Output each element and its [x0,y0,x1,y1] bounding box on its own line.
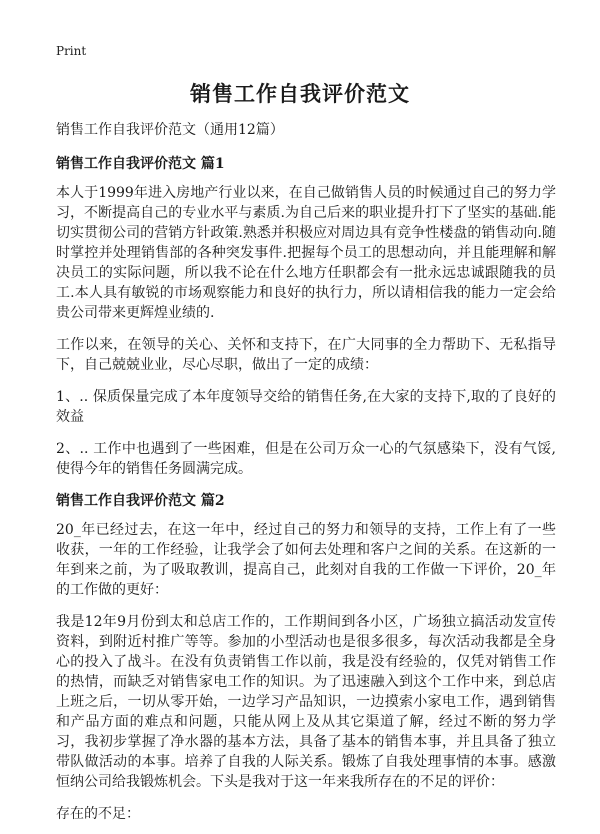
print-label: Print [56,44,87,58]
section-1 [56,154,556,479]
document-body [56,120,556,834]
section-heading: 销售工作自我评价范文 篇1 [56,156,225,172]
document-subtitle: 销售工作自我评价范文（通用12篇） [56,122,284,138]
document-title: 销售工作自我评价范文 [190,81,410,106]
section-2 [56,491,556,824]
paragraph: 存在的不足： [56,806,140,822]
section-heading: 销售工作自我评价范文 篇2 [56,493,225,509]
paragraph: 工作以来，在领导的关心、关怀和支持下，在广大同事的全力帮助下、无私指导下，自己兢兢业业，尽心尽职，做出了一定的成绩： [56,337,556,373]
list-item: 1、.. 保质保量完成了本年度领导交给的销售任务,在大家的支持下,取的了良好的效益 [56,389,556,425]
paragraph: 本人于1999年进入房地产行业以来，在自己做销售人员的时候通过自己的努力学习，不断提高自己的专业水平与素质.为自己后来的职业提升打下了坚实的基础.能切实贯彻公司的营销方针政策.熟悉并积极应对周边具有竞争性楼盘的销售动向.随时掌控并处理销售部的各种突发事件.把握每个员工的思想动向，并且能理解和解决员工的实际问题，所以我不论在什么地方任职都会有一批永远忠诚跟随我的员工.本人具有敏锐的市场观察能力和良好的执行力，所以请相信我的能力一定会给贵公司带来更辉煌业绩的. [56,185,556,321]
list-item: 2、.. 工作中也遇到了一些困难，但是在公司万众一心的气氛感染下，没有气馁,使得今年的销售任务圆满完成。 [56,441,556,477]
paragraph: 我是12年9月份到太和总店工作的，工作期间到各小区，广场独立搞活动发宣传资料，到附近村推广等等。参加的小型活动也是很多很多，每次活动我都是全身心的投入了战斗。在没有负责销售工作以前，我是没有经验的，仅凭对销售工作的热情，而缺乏对销售家电工作的知识。为了迅速融入到这个工作中来，到总店上班之后，一切从零开始，一边学习产品知识，一边摸索小家电工作，遇到销售和产品方面的难点和问题，只能从网上及从其它渠道了解，经过不断的努力学习，我初步掌握了净水器的基本方法，具备了基本的销售本事，并且具备了独立带队做活动的本事。培养了自我的人际关系。锻炼了自我处理事情的本事。感激恒纳公司给我锻炼机会。下头是我对于这一年来我所存在的不足的评价： [56,614,556,790]
paragraph: 20_年已经过去，在这一年中，经过自己的努力和领导的支持，工作上有了一些收获，一年的工作经验，让我学会了如何去处理和客户之间的关系。在这新的一年到来之前，为了吸取教训，提高自己，此刻对自我的工作做一下评价，20_年的工作做的更好： [56,522,556,598]
